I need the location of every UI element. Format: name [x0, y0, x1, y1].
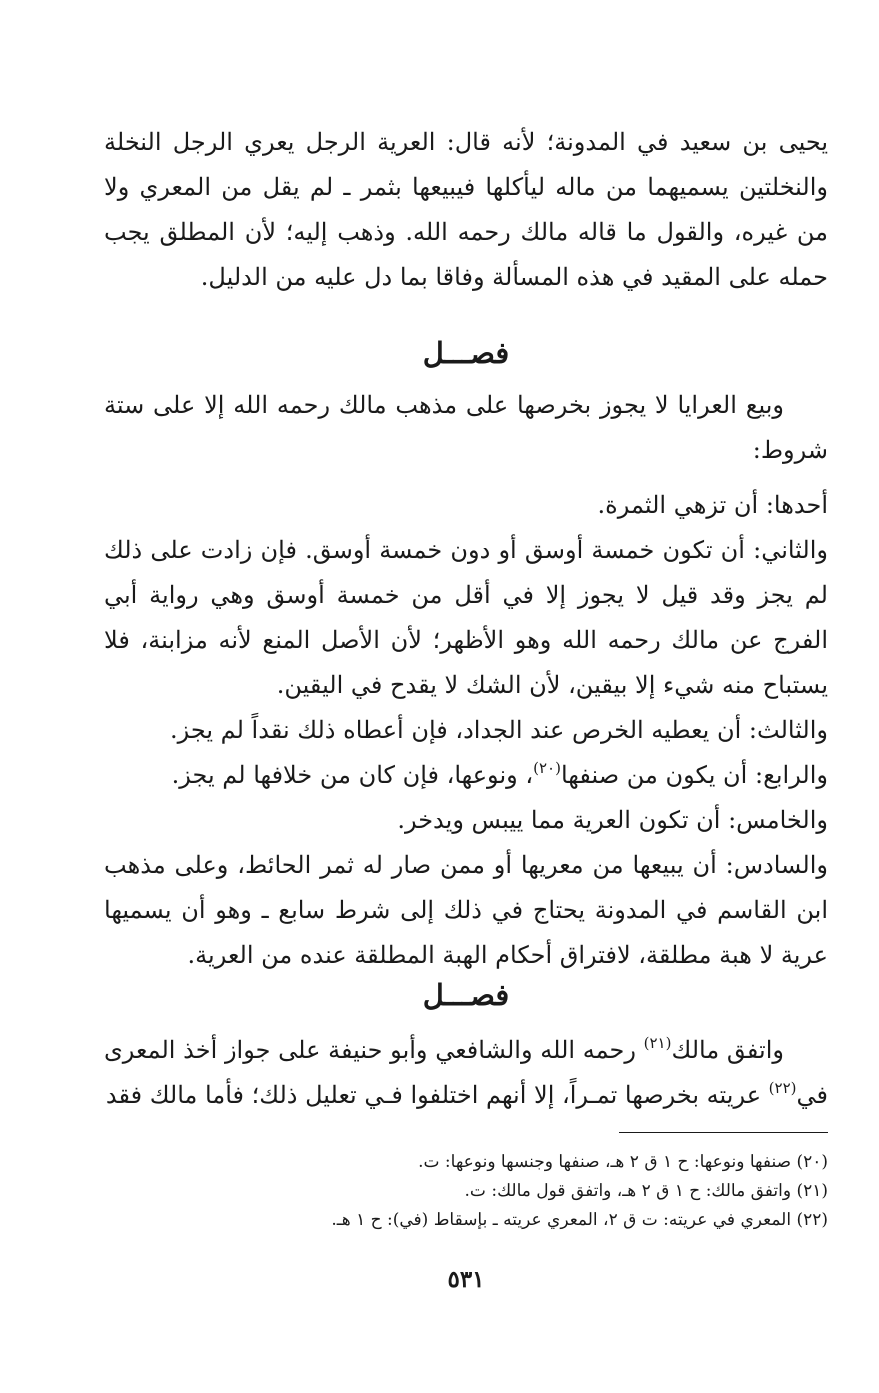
section-heading-fasl-1: فصـــل — [422, 336, 510, 370]
condition-sixth: والسادس: أن يبيعها من معريها أو ممن صار له ثمر الحائط، وعلى مذهب ابن القاسم في المدونة يحتاج في ذلك إلى شرط سابع ـ وهو أن يسميها عرية لا هبة مطلقة، لافتراق أحكام الهبة المطلقة عنده من العرية. — [104, 851, 828, 969]
agreement-text-a: واتفق مالك — [671, 1036, 784, 1064]
footnote-20: (٢٠) صنفها ونوعها: ح ١ ق ٢ هـ، صنفها وجنسها ونوعها: ت. — [418, 1152, 828, 1172]
footnote-ref-21: (٢١) — [643, 1034, 672, 1052]
agreement-text-b: رحمه الله والشافعي وأبو حنيفة على جواز أخذ المعرى في — [104, 1036, 828, 1109]
footnote-21: (٢١) واتفق مالك: ح ١ ق ٢ هـ، واتفق قول مالك: ت. — [464, 1181, 828, 1201]
paragraph-block-conditions — [104, 383, 828, 978]
paragraph-block-agreement — [104, 1028, 828, 1118]
footnote-ref-22: (٢٢) — [768, 1079, 797, 1097]
page-number: ٥٣١ — [447, 1266, 485, 1293]
condition-fifth: والخامس: أن تكون العرية مما ييبس ويدخر. — [397, 806, 828, 834]
footnote-22: (٢٢) المعري في عريته: ت ق ٢، المعري عريته ـ بإسقاط (في): ح ١ هـ. — [331, 1210, 828, 1230]
footnotes — [104, 1148, 828, 1235]
paragraph-conditions-intro: وبيع العرايا لا يجوز بخرصها على مذهب مالك رحمه الله إلا على ستة شروط: — [104, 391, 828, 464]
paragraph-agreement — [104, 1028, 828, 1118]
paragraph-continuation: يحيى بن سعيد في المدونة؛ لأنه قال: العرية الرجل يعري الرجل النخلة والنخلتين يسميهما من ماله ليأكلها فيبيعها بثمر ـ لم يقل من المعري ولا من غيره، والقول ما قاله مالك رحمه الله. وذهب إليه؛ لأن المطلق يجب حمله على المقيد في هذه المسألة وفاقا بما دل عليه من الدليل. — [104, 128, 828, 291]
footnote-separator — [619, 1132, 828, 1133]
condition-fourth-text-a: والرابع: أن يكون من صنفها — [560, 761, 828, 789]
condition-first: أحدها: أن تزهي الثمرة. — [597, 491, 828, 519]
condition-fourth-text-b: ، ونوعها، فإن كان من خلافها لم يجز. — [171, 761, 534, 789]
condition-second: والثاني: أن تكون خمسة أوسق أو دون خمسة أوسق. فإن زادت على ذلك لم يجز وقد قيل لا يجوز إلا في أقل من خمسة أوسق وهي رواية أبي الفرج عن مالك رحمه الله وهو الأظهر؛ لأن الأصل المنع لأنه مزابنة، فلا يستباح منه شيء إلا بيقين، لأن الشك لا يقدح في اليقين. — [104, 536, 828, 699]
condition-fourth — [104, 753, 828, 798]
condition-third: والثالث: أن يعطيه الخرص عند الجداد، فإن أعطاه ذلك نقداً لم يجز. — [169, 716, 828, 744]
section-heading-fasl-2: فصـــل — [422, 978, 510, 1012]
agreement-text-c: عريته بخرصها تمـراً، إلا أنهم اختلفوا فـي تعليل ذلك؛ فأما مالك فقد — [105, 1081, 769, 1109]
footnote-ref-20: (٢٠) — [533, 759, 561, 777]
paragraph-block-opening — [104, 120, 828, 300]
